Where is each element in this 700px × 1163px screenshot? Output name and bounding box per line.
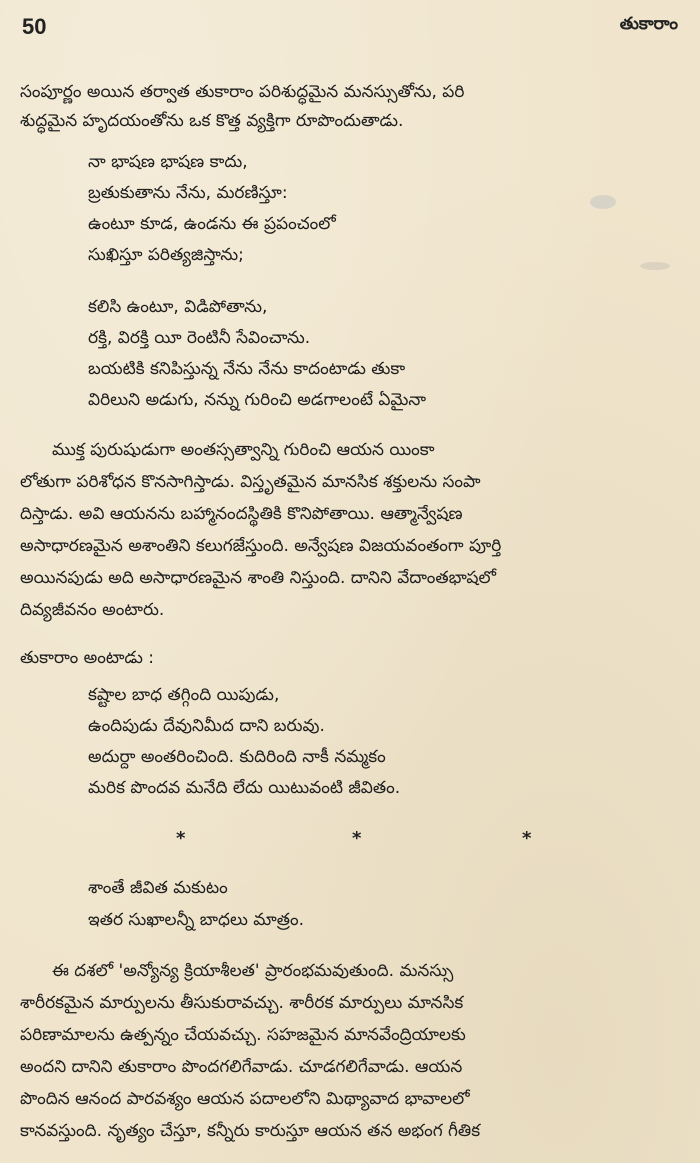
paragraph-line: లోతుగా పరిశోధన కొనసాగిస్తాడు. విస్తృతమైన మానసిక శక్తులను సంపా <box>20 472 481 492</box>
paragraph-line: ముక్త పురుషుడుగా అంతస్సత్వాన్ని గురించి ఆయన యింకా <box>52 440 435 460</box>
paragraph-line: పరిణామాలను ఉత్పన్నం చేయవచ్చు. సహజమైన మానవేంద్రియాలకు <box>20 1025 466 1045</box>
verse-line: శాంతే జీవిత మకుటం <box>88 878 228 898</box>
verse-line: నా భాషణ భాషణ కాదు, <box>88 152 248 172</box>
verse-line: బ్రతుకుతాను నేను, మరణిస్తూ: <box>88 183 288 203</box>
page-number: 50 <box>22 14 47 39</box>
paragraph-line: అసాధారణమైన అశాంతిని కలుగజేస్తుంది. అన్వేషణ విజయవంతంగా పూర్తి <box>20 536 502 556</box>
verse-line: సుఖిస్తూ పరిత్యజిస్తాను; <box>88 245 244 265</box>
paragraph-line: దివ్యజీవనం అంటారు. <box>20 600 165 620</box>
paper-smudge <box>640 262 670 270</box>
running-head: తుకారాం <box>619 14 678 34</box>
verse-line: కలిసి ఉంటూ, విడిపోతాను, <box>88 297 268 317</box>
paragraph-line: దిస్తాడు. అవి ఆయనను బహ్మానందస్థితికి కొనిపోతాయి. ఆత్మాన్వేషణ <box>20 504 463 524</box>
separator-star: * <box>176 828 186 849</box>
verse-intro: తుకారాం అంటాడు : <box>20 648 155 668</box>
paper-smudge <box>590 195 616 209</box>
paragraph-line: ఈ దశలో 'అన్యోన్య క్రియాశీలత' ప్రారంభమవుతుంది. మనస్సు <box>52 961 454 981</box>
verse-line: బయటికి కనిపిస్తున్న నేను నేను కాదంటాడు తుకా <box>88 359 406 379</box>
verse-line: మరిక పొందవ మనేది లేదు యిటువంటి జీవితం. <box>88 778 401 798</box>
verse-line: ఉంటూ కూడ, ఉండను ఈ ప్రపంచంలో <box>88 214 336 234</box>
paragraph-line: కానవస్తుంది. నృత్యం చేస్తూ, కన్నీరు కారుస్తూ ఆయన తన అభంగ గీతిక <box>20 1121 481 1141</box>
verse-line: ఇతర సుఖాలన్నీ బాధలు మాత్రం. <box>88 910 304 930</box>
paragraph-line: శారీరకమైన మార్పులను తీసుకురావచ్చు. శారీరక మార్పులు మానసిక <box>20 993 464 1013</box>
verse-line: రక్తి, విరక్తి యీ రెంటినీ సేవించాను. <box>88 328 311 348</box>
paragraph-line: సంపూర్ణం అయిన తర్వాత తుకారాం పరిశుద్ధమైన మనస్సుతోను, పరి <box>20 82 465 102</box>
paragraph-line: శుద్ధమైన హృదయంతోను ఒక కొత్త వ్యక్తిగా రూపొందుతాడు. <box>20 111 404 131</box>
verse-line: విరిలుని అడుగు, నన్ను గురించి అడగాలంటే ఏమైనా <box>88 390 427 410</box>
paragraph-line: అయినపుడు అది అసాధారణమైన శాంతి నిస్తుంది. దానిని వేదాంతభాషలో <box>20 568 496 588</box>
verse-line: కష్టాల బాధ తగ్గింది యిపుడు, <box>88 685 280 705</box>
paragraph-line: పొందిన ఆనంద పారవశ్యం ఆయన పదాలలోని మిథ్యావాద భావాలలో <box>20 1089 470 1109</box>
verse-line: అదుర్దా అంతరించింది. కుదిరింది నాకీ నమ్మకం <box>88 747 386 767</box>
paragraph-line: అందని దానిని తుకారాం పొందగలిగేవాడు. చూడగలిగేవాడు. ఆయన <box>20 1057 463 1077</box>
separator-star: * <box>352 828 362 849</box>
section-separator <box>0 828 700 852</box>
separator-star: * <box>522 828 532 849</box>
verse-line: ఉందిపుడు దేవునిమీద దాని బరువు. <box>88 716 325 736</box>
